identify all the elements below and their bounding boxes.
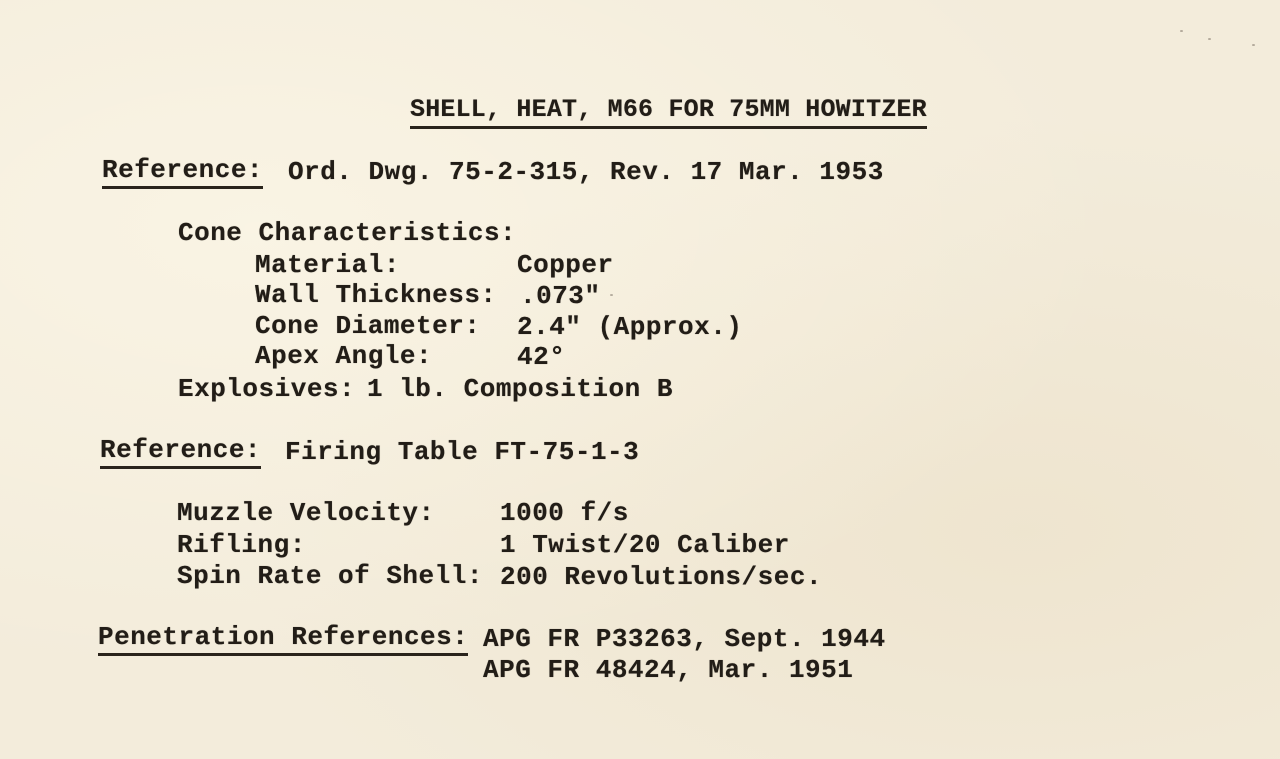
wall-thickness-label: Wall Thickness: (255, 280, 497, 310)
wall-thickness-value: .073" (520, 281, 601, 311)
explosives-label: Explosives: (178, 374, 356, 404)
paper-speck (1252, 44, 1255, 46)
rifling-label: Rifling: (177, 530, 306, 560)
document-title: SHELL, HEAT, M66 FOR 75MM HOWITZER (410, 95, 927, 129)
explosives-value: 1 lb. Composition B (367, 374, 673, 404)
paper-speck (458, 565, 461, 567)
penetration-references-label: Penetration References: (98, 622, 468, 656)
spin-rate-value: 200 Revolutions/sec. (500, 562, 823, 592)
cone-diameter-label: Cone Diameter: (255, 311, 481, 341)
apex-angle-value: 42° (517, 342, 566, 372)
spin-rate-label: Spin Rate of Shell: (177, 561, 483, 591)
paper-speck (610, 294, 613, 296)
material-value: Copper (517, 250, 614, 280)
cone-heading: Cone Characteristics: (178, 218, 517, 248)
apex-angle-label: Apex Angle: (255, 341, 433, 371)
paper-speck (1208, 38, 1211, 40)
muzzle-velocity-label: Muzzle Velocity: (177, 498, 435, 528)
penetration-reference-1: APG FR P33263, Sept. 1944 (483, 624, 886, 654)
paper-speck (1180, 30, 1183, 32)
muzzle-velocity-value: 1000 f/s (500, 498, 629, 528)
penetration-reference-2: APG FR 48424, Mar. 1951 (483, 655, 854, 685)
reference-label: Reference: (102, 155, 263, 189)
rifling-value: 1 Twist/20 Caliber (500, 530, 790, 560)
reference-value: Firing Table FT-75-1-3 (285, 437, 640, 467)
reference-value: Ord. Dwg. 75-2-315, Rev. 17 Mar. 1953 (288, 157, 884, 187)
cone-diameter-value: 2.4" (Approx.) (517, 312, 743, 342)
reference-label: Reference: (100, 435, 261, 469)
material-label: Material: (255, 250, 400, 280)
